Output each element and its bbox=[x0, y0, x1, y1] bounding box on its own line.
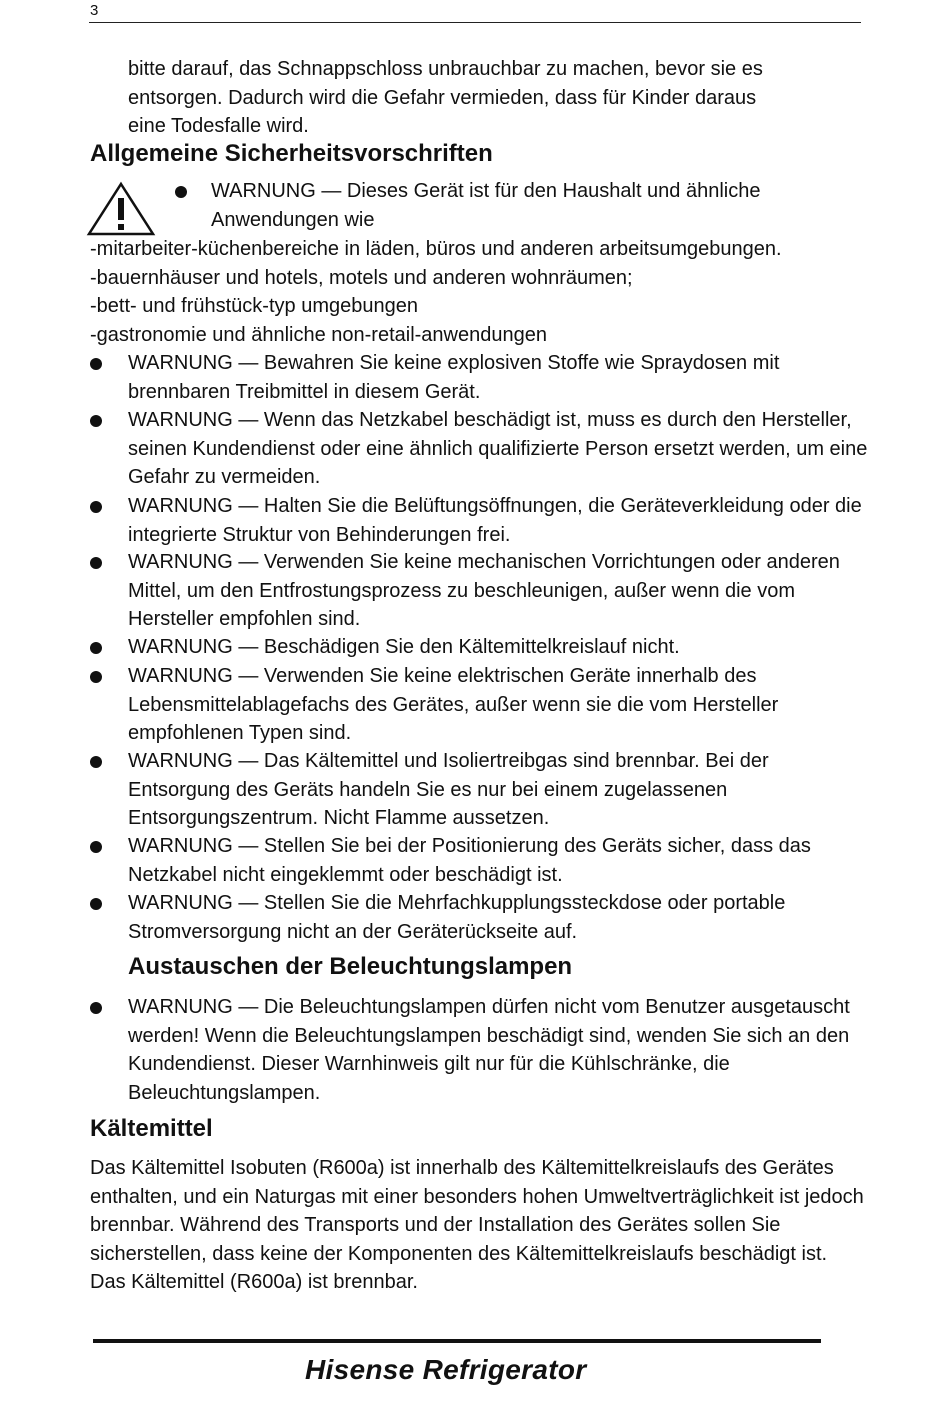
usage-list bbox=[90, 235, 870, 349]
warning-item bbox=[90, 548, 870, 634]
warning-triangle-icon bbox=[86, 181, 156, 237]
bullet-icon bbox=[90, 1002, 102, 1014]
refrigerant-note: Das Kältemittel (R600a) ist brennbar. bbox=[90, 1271, 418, 1293]
lamp-warning-item bbox=[90, 993, 870, 1107]
intro-line: entsorgen. Dadurch wird die Gefahr vermieden, dass für Kinder daraus bbox=[128, 86, 757, 109]
page-number: 3 bbox=[90, 2, 99, 19]
warning-text: WARNUNG — Halten Sie die Belüftungsöffnungen, die Geräteverkleidung oder die integrierte Struktur von Behinderungen frei. bbox=[128, 495, 862, 546]
bullet-icon bbox=[90, 671, 102, 683]
intro-line: eine Todesfalle wird. bbox=[128, 115, 309, 137]
bullet-icon bbox=[90, 756, 102, 768]
warning-item bbox=[90, 406, 870, 492]
bullet-icon bbox=[90, 642, 102, 654]
warning-item bbox=[90, 662, 870, 748]
refrigerant-paragraph: Das Kältemittel Isobuten (R600a) ist innerhalb des Kältemittelkreislaufs des Gerätes enthalten, und ein Naturgas mit einer besonders hohen Umweltverträglichkeit ist jedoch brennbar. Während des Transports und der Installation des Gerätes sollen Sie sicherstellen, dass keine der Komponenten des Kältemittelkreislaufs beschädigt ist. bbox=[90, 1157, 864, 1265]
warning-item bbox=[90, 889, 870, 946]
bullet-icon bbox=[90, 898, 102, 910]
bullet-icon bbox=[90, 841, 102, 853]
warning-text: WARNUNG — Beschädigen Sie den Kältemittelkreislauf nicht. bbox=[128, 636, 680, 658]
lamp-warning-text: WARNUNG — Die Beleuchtungslampen dürfen nicht vom Benutzer ausgetauscht werden! Wenn die Beleuchtungslampen beschädigt sind, wenden Sie sich an den Kundendienst. Dieser Warnhinweis gilt nur für die Kühlschränke, die Beleuchtungslampen. bbox=[128, 996, 850, 1104]
bullet-icon bbox=[90, 501, 102, 513]
warning-item bbox=[90, 832, 870, 889]
bullet-icon bbox=[90, 415, 102, 427]
bullet-icon bbox=[90, 557, 102, 569]
warning-item bbox=[90, 492, 870, 549]
bullet-icon bbox=[175, 186, 187, 198]
first-warning-item bbox=[175, 177, 865, 234]
usage-line: -gastronomie und ähnliche non-retail-anwendungen bbox=[90, 323, 547, 346]
first-warning-text: WARNUNG — Dieses Gerät ist für den Haushalt und ähnliche Anwendungen wie bbox=[211, 180, 761, 231]
header-rule bbox=[89, 22, 861, 23]
footer-rule bbox=[93, 1339, 821, 1343]
warning-item bbox=[90, 349, 870, 406]
heading-lamp-replacement: Austauschen der Beleuchtungslampen bbox=[128, 953, 573, 980]
warning-item bbox=[90, 633, 870, 662]
heading-general-safety: Allgemeine Sicherheitsvorschriften bbox=[90, 140, 493, 167]
warning-text: WARNUNG — Stellen Sie bei der Positionierung des Geräts sicher, dass das Netzkabel nicht eingeklemmt oder beschädigt ist. bbox=[128, 835, 811, 886]
warning-text: WARNUNG — Bewahren Sie keine explosiven Stoffe wie Spraydosen mit brennbaren Treibmittel in diesem Gerät. bbox=[128, 352, 780, 403]
usage-line: -mitarbeiter-küchenbereiche in läden, büros und anderen arbeitsumgebungen. bbox=[90, 238, 782, 260]
warning-item bbox=[90, 747, 870, 833]
heading-refrigerant: Kältemittel bbox=[90, 1115, 213, 1142]
warning-text: WARNUNG — Das Kältemittel und Isoliertreibgas sind brennbar. Bei der Entsorgung des Geräts handeln Sie es nur bei einem zugelassenen Entsorgungszentrum. Nicht Flamme aussetzen. bbox=[128, 750, 769, 829]
brand-logo: Hisense Refrigerator bbox=[305, 1354, 587, 1385]
warning-text: WARNUNG — Verwenden Sie keine elektrischen Geräte innerhalb des Lebensmittelablagefachs des Gerätes, außer wenn sie die vom Hersteller empfohlenen Typen sind. bbox=[128, 665, 779, 744]
warning-text: WARNUNG — Stellen Sie die Mehrfachkupplungssteckdose oder portable Stromversorgung nicht an der Geräterückseite auf. bbox=[128, 892, 786, 943]
bullet-icon bbox=[90, 358, 102, 370]
warning-text: WARNUNG — Verwenden Sie keine mechanischen Vorrichtungen oder anderen Mittel, um den Entfrostungsprozess zu beschleunigen, außer wenn die vom Hersteller empfohlen sind. bbox=[128, 551, 840, 630]
intro-line: bitte darauf, das Schnappschloss unbrauchbar zu machen, bevor sie es bbox=[128, 58, 763, 80]
warning-text: WARNUNG — Wenn das Netzkabel beschädigt ist, muss es durch den Hersteller, seinen Kundendienst oder eine ähnlich qualifizierte Person ersetzt werden, um eine Gefahr zu vermeiden. bbox=[128, 409, 868, 488]
usage-line: -bauernhäuser und hotels, motels und anderen wohnräumen; bbox=[90, 266, 633, 289]
refrigerant-text bbox=[90, 1154, 870, 1297]
usage-line: -bett- und frühstück-typ umgebungen bbox=[90, 295, 418, 317]
intro-text bbox=[128, 55, 863, 141]
